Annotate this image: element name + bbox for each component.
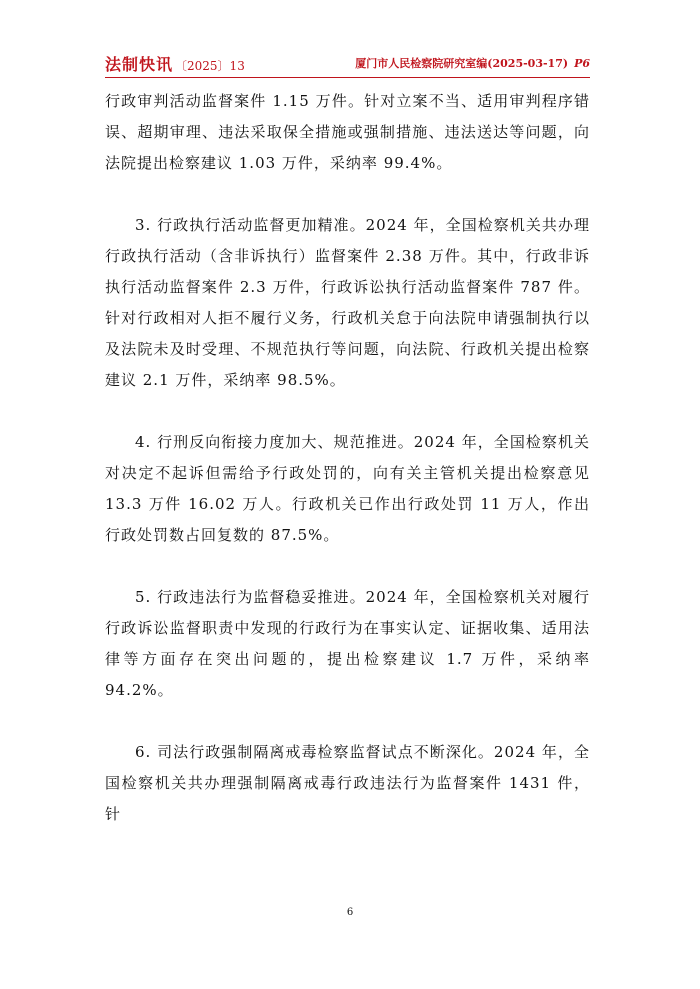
header-right (355, 55, 590, 71)
newsletter-title: 法制快讯 (105, 55, 174, 74)
page-tag: P6 (574, 57, 590, 70)
paragraph-spacer (105, 396, 590, 427)
page-number: 6 (346, 907, 354, 918)
header-left (105, 52, 245, 75)
paragraph-spacer (105, 706, 590, 737)
issue-number: 〔2025〕13 (175, 59, 245, 73)
paragraph-item-6: 6. 司法行政强制隔离戒毒检察监督试点不断深化。2024 年，全国检察机关共办理强制隔离戒毒行政违法行为监督案件 1431 件，针 (105, 743, 590, 823)
paragraph-item-3: 3. 行政执行活动监督更加精准。2024 年，全国检察机关共办理行政执行活动（含非诉执行）监督案件 2.38 万件。其中，行政非诉执行活动监督案件 2.3 万件，行政诉讼执行活动监督案件 787 件。针对行政相对人拒不履行义务，行政机关怠于向法院申请强制执行以及法院未及时受理、不规范执行等问题，向法院、行政机关提出检察建议 2.1 万件，采纳率 98.5%。 (105, 216, 590, 389)
paragraph-continuation: 行政审判活动监督案件 1.15 万件。针对立案不当、适用审判程序错误、超期审理、违法采取保全措施或强制措施、违法送达等问题，向法院提出检察建议 1.03 万件，采纳率 99.4%。 (105, 92, 590, 172)
editor-line: 厦门市人民检察院研究室编(2025-03-17) (355, 57, 569, 70)
header-divider (105, 77, 590, 78)
document-body (105, 86, 590, 830)
paragraph-item-4: 4. 行刑反向衔接力度加大、规范推进。2024 年，全国检察机关对决定不起诉但需给予行政处罚的，向有关主管机关提出检察意见 13.3 万件 16.02 万人。行政机关已作出行政处罚 11 万人，作出行政处罚数占回复数的 87.5%。 (105, 433, 590, 544)
page-header (105, 52, 590, 74)
paragraph-spacer (105, 551, 590, 582)
paragraph-item-5: 5. 行政违法行为监督稳妥推进。2024 年，全国检察机关对履行行政诉讼监督职责中发现的行政行为在事实认定、证据收集、适用法律等方面存在突出问题的，提出检察建议 1.7 万件，采纳率 94.2%。 (105, 588, 590, 699)
paragraph-spacer (105, 179, 590, 210)
